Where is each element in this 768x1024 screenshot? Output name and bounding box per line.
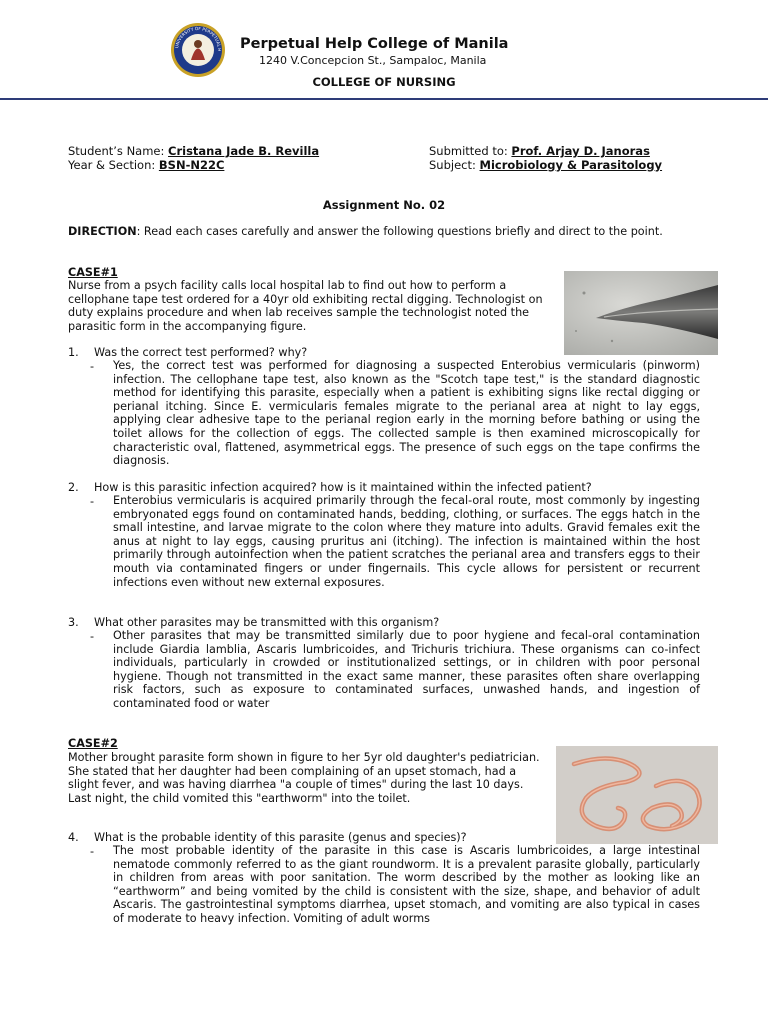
question-2: [68, 481, 592, 494]
answer-4-bullet: -: [90, 845, 95, 858]
assignment-title: Assignment No. 02: [322, 198, 446, 212]
student-name-line: [68, 144, 319, 158]
answer-3: Other parasites that may be transmitted similarly due to poor hygiene and fecal-oral contamination include Giardia lamblia, Ascaris lumbricoides, and Trichuris trichiura. These organisms can co-infect individuals, particularly in crowded or institutionalized settings, or in children with poor personal hygiene. Though not transmitted in the exact same manner, these parasites often share overlapping risk factors, such as exposure to contaminated surfaces, unwashed hands, and ingestion of contaminated food or water: [113, 629, 700, 710]
case1-label: CASE#1: [68, 266, 118, 279]
submitted-to-value: Prof. Arjay D. Janoras: [511, 144, 650, 158]
ascaris-worm-photo-image: [556, 746, 718, 844]
pinworm-micrograph-image: [564, 271, 718, 355]
college-name: COLLEGE OF NURSING: [312, 75, 456, 89]
question-1: [68, 346, 307, 359]
question-3-text: What other parasites may be transmitted with this organism?: [94, 616, 440, 629]
year-section-value: BSN-N22C: [158, 158, 225, 172]
school-address: 1240 V.Concepcion St., Sampaloc, Manila: [259, 54, 487, 67]
case2-label: CASE#2: [68, 737, 118, 750]
subject-value: Microbiology & Parasitology: [479, 158, 663, 172]
case1-description: Nurse from a psych facility calls local hospital lab to find out how to perform a cellophane tape test ordered for a 40yr old exhibiting rectal digging. Technologist on duty explains procedure and when lab receives sample the technologist noted the parasitic form in the accompanying figure.: [68, 279, 543, 333]
answer-1: Yes, the correct test was performed for diagnosing a suspected Enterobius vermicularis (pinworm) infection. The cellophane tape test, also known as the "Scotch tape test," is the standard diagnostic method for identifying this parasite, especially when a patient is exhibiting signs like rectal digging or perianal itching. Since E. vermicularis females migrate to the perianal area at night to lay eggs, applying clear adhesive tape to the perianal region early in the morning before bathing or using the toilet allows for the collection of eggs. The collected sample is then examined microscopically for characteristic oval, flattened, asymmetrical eggs. The presence of such eggs on the tape confirms the diagnosis.: [113, 359, 700, 468]
question-1-text: Was the correct test performed? why?: [94, 346, 308, 359]
question-4-text: What is the probable identity of this parasite (genus and species)?: [94, 831, 467, 844]
direction-label: DIRECTION: [68, 225, 137, 238]
question-4: [68, 831, 467, 844]
answer-2-bullet: -: [90, 495, 95, 508]
college-seal-logo: [170, 22, 226, 78]
question-4-number: 4.: [68, 831, 79, 844]
submitted-to-line: [429, 144, 650, 158]
direction-text: : Read each cases carefully and answer the following questions briefly and direct to the point.: [136, 225, 663, 238]
question-1-number: 1.: [68, 346, 79, 359]
header-divider: [0, 98, 768, 100]
year-section-line: [68, 158, 224, 172]
student-name-value: Cristana Jade B. Revilla: [168, 144, 320, 158]
letterhead: [0, 18, 768, 88]
year-section-label: Year & Section:: [68, 158, 159, 172]
school-name: Perpetual Help College of Manila: [240, 36, 509, 52]
submitted-to-label: Submitted to:: [429, 144, 512, 158]
answer-3-bullet: -: [90, 630, 95, 643]
question-2-number: 2.: [68, 481, 79, 494]
answer-1-bullet: -: [90, 360, 95, 373]
case2-description: Mother brought parasite form shown in figure to her 5yr old daughter's pediatrician. She stated that her daughter had been complaining of an upset stomach, had a slight fever, and was having diarrhea "a couple of times" during the last 10 days. Last night, the child vomited this "earthworm" into the toilet.: [68, 751, 540, 805]
subject-line: [429, 158, 662, 172]
seal-text: UNIVERSITY OF PERPETUAL H: [174, 25, 223, 52]
question-3-number: 3.: [68, 616, 79, 629]
subject-label: Subject:: [429, 158, 480, 172]
answer-4: The most probable identity of the parasite in this case is Ascaris lumbricoides, a large intestinal nematode commonly referred to as the giant roundworm. It is a prevalent parasite globally, particularly in children from areas with poor sanitation. The worm described by the mother as looking like an “earthworm” and being vomited by the child is consistent with the size, shape, and behavior of adult Ascaris. The gastrointestinal symptoms diarrhea, upset stomach, and vomiting are also typical in cases of moderate to heavy infection. Vomiting of adult worms: [113, 844, 700, 925]
answer-2: Enterobius vermicularis is acquired primarily through the fecal-oral route, most commonly by ingesting embryonated eggs found on contaminated hands, bedding, clothing, or surfaces. The eggs hatch in the small intestine, and larvae migrate to the colon where they mature into adults. Gravid females exit the anus at night to lay eggs, causing pruritus ani (itching). The infection is maintained within the host primarily through autoinfection when the patient scratches the perianal area and transfers eggs to their mouth via contaminated fingers or under fingernails. This cycle allows for persistent or recurrent infections even without new external exposures.: [113, 494, 700, 589]
case2-heading: [68, 737, 118, 751]
student-name-label: Student’s Name:: [68, 144, 169, 158]
direction-paragraph: [68, 225, 698, 239]
question-3: [68, 616, 439, 629]
question-2-text: How is this parasitic infection acquired? how is it maintained within the infected patient?: [94, 481, 592, 494]
case1-heading: [68, 266, 118, 280]
